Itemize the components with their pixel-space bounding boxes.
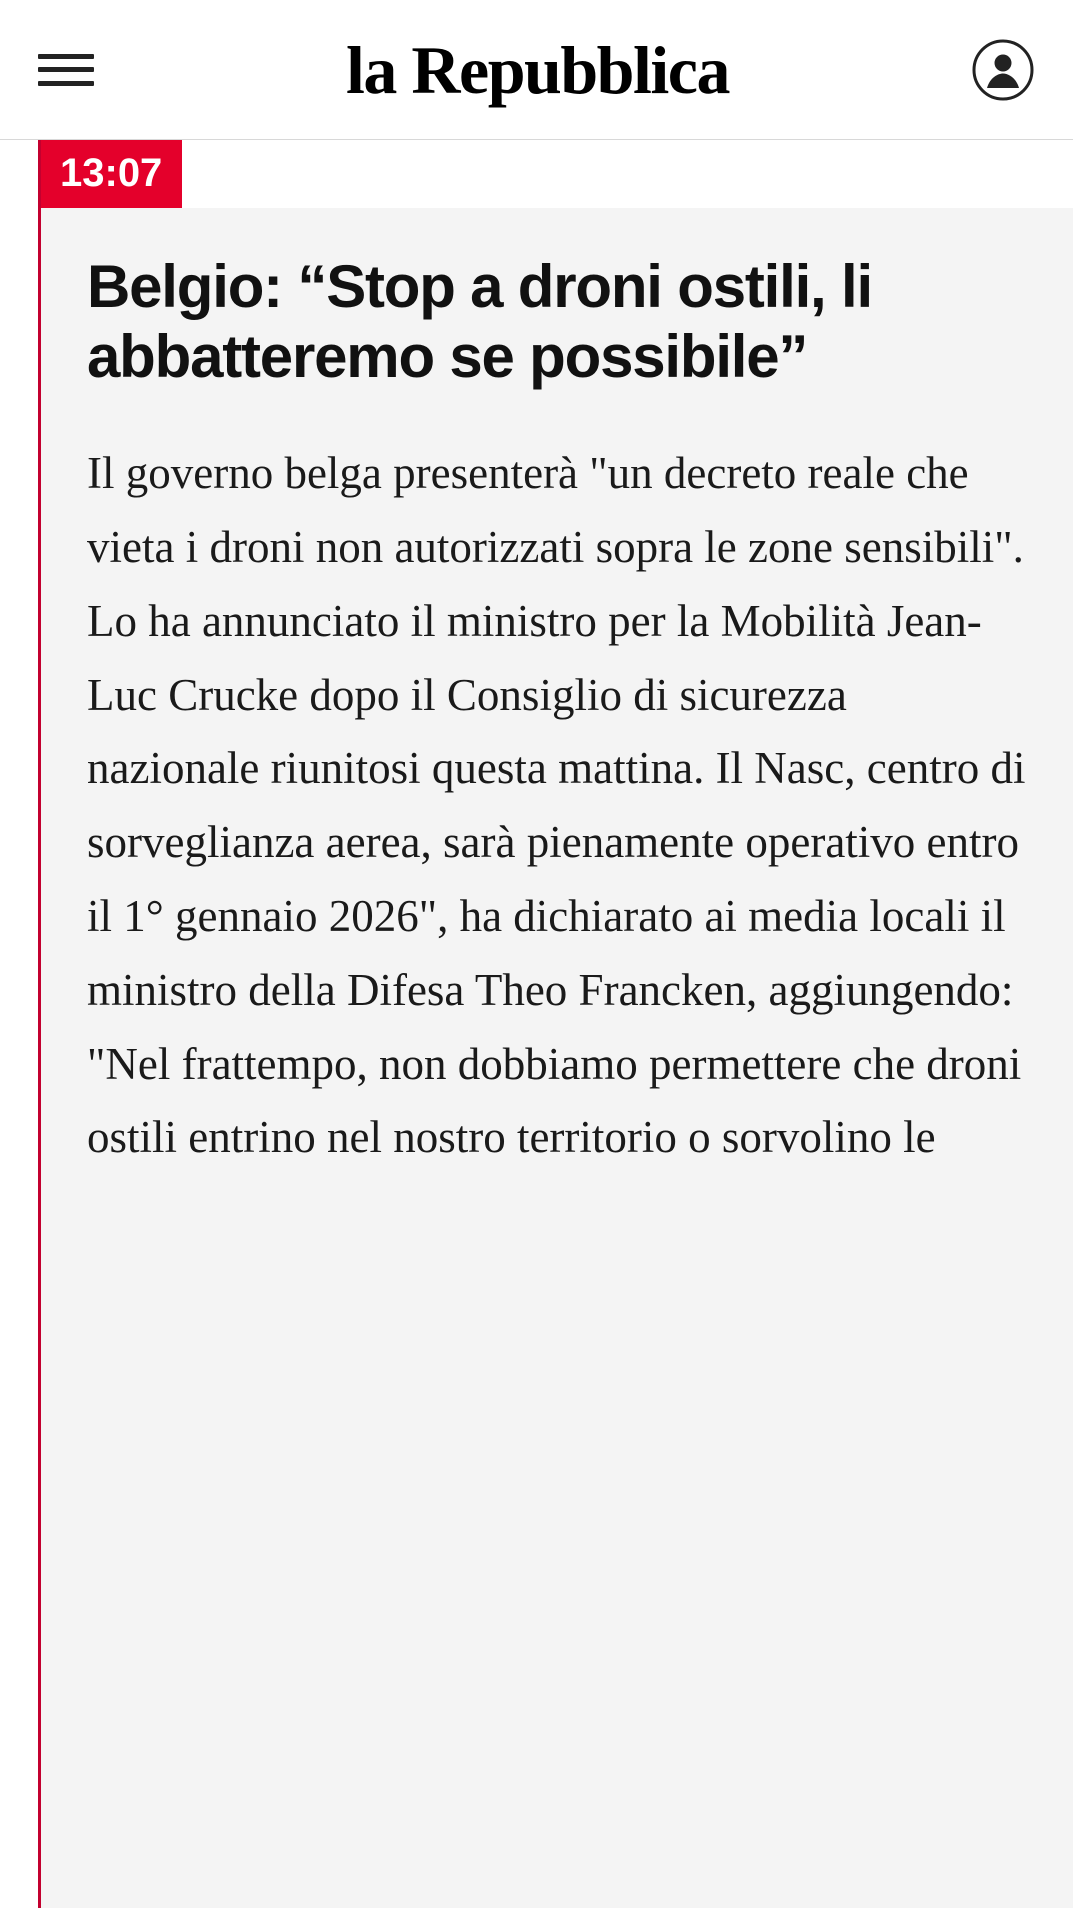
hamburger-bar-3 — [38, 81, 94, 86]
entry-title: Belgio: “Stop a droni ostili, li abbatteremo se possibile” — [87, 253, 872, 390]
site-header — [0, 0, 1073, 140]
hamburger-bar-2 — [38, 67, 94, 72]
timeline-rail — [38, 140, 41, 1908]
entry-timestamp: 13:07 — [38, 140, 182, 208]
hamburger-menu-icon[interactable] — [38, 47, 94, 93]
entry-card — [41, 208, 1073, 1908]
hamburger-bar-1 — [38, 54, 94, 59]
site-logo[interactable]: la Repubblica — [346, 31, 729, 108]
account-circle-icon[interactable] — [971, 38, 1035, 102]
live-blog-entry — [0, 140, 1073, 1908]
entry-body: Il governo belga presenterà "un decreto reale che vieta i droni non autorizzati sopra le zone sensibili". Lo ha annunciato il ministro per la Mobilità Jean-Luc Crucke dopo il Consiglio di sicurezza nazionale riunitosi questa mattina. Il Nasc, centro di sorveglianza aerea, sarà pienamente operativo entro il 1° gennaio 2026", ha dichiarato ai media locali il ministro della Difesa Theo Francken, aggiungendo: "Nel frattempo, non dobbiamo permettere che droni ostili entrino nel nostro territorio o sorvolino le — [87, 448, 1026, 1163]
